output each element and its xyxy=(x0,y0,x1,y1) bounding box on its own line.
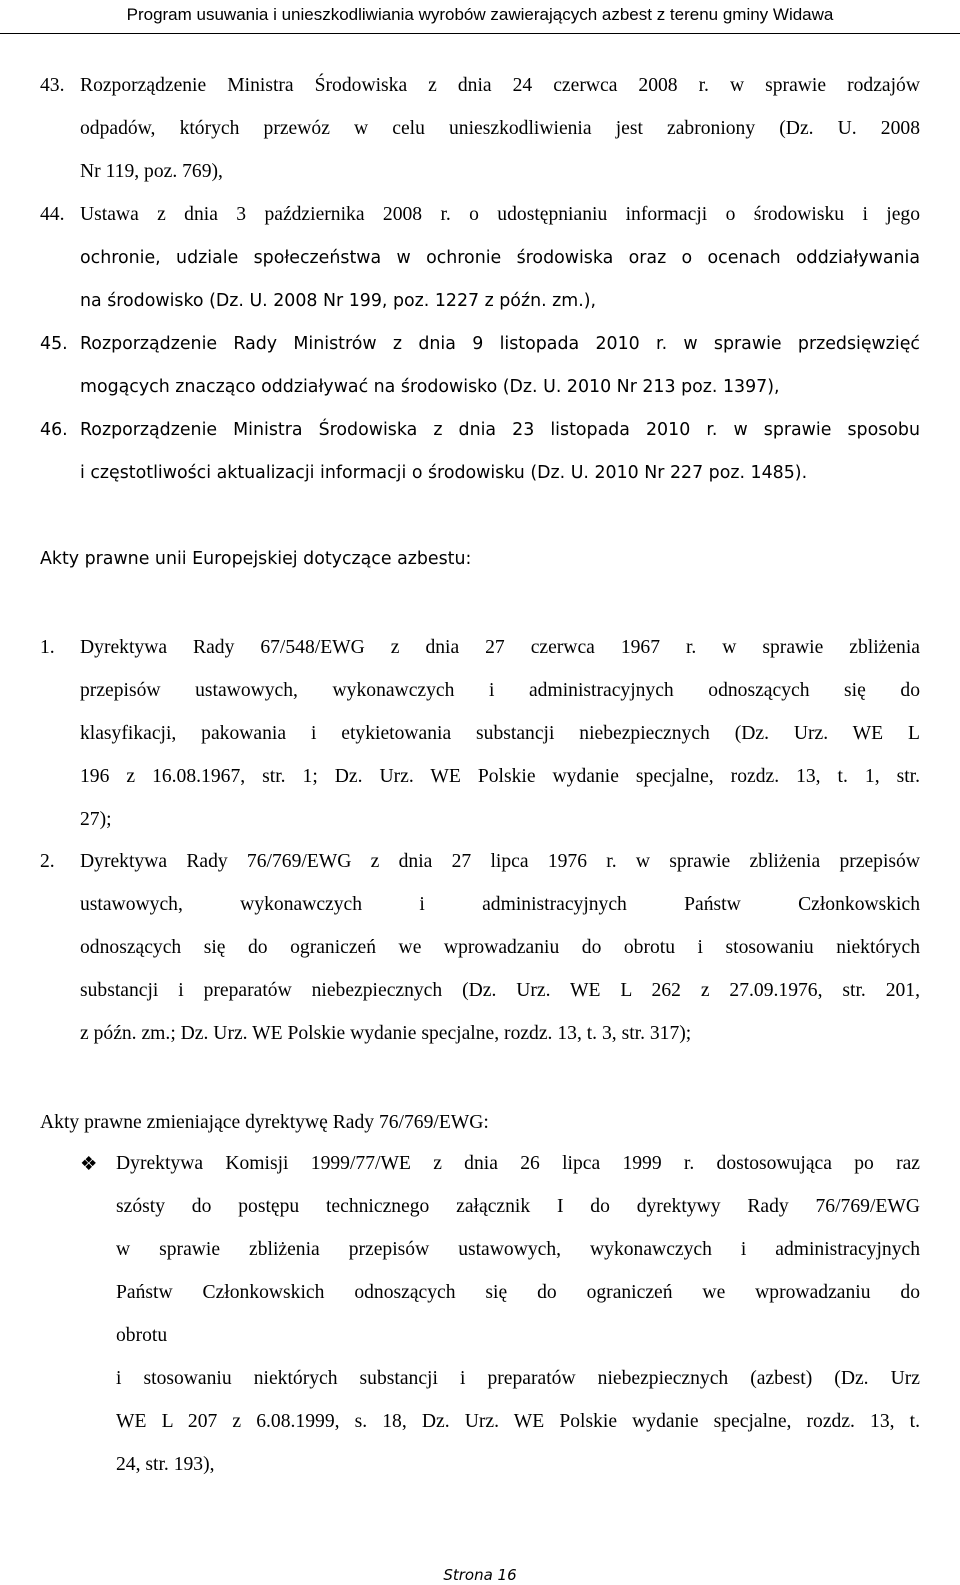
section-heading-amendments: Akty prawne zmieniające dyrektywę Rady 76/769/EWG: xyxy=(40,1112,489,1133)
eu-act-item-2 xyxy=(40,840,920,1055)
item-line: przepisów ustawowych, wykonawczych i administracyjnych odnoszących się do xyxy=(80,679,920,701)
item-line: Dyrektywa Komisji 1999/77/WE z dnia 26 lipca 1999 r. dostosowująca po raz xyxy=(116,1152,920,1174)
item-line: w sprawie zbliżenia przepisów ustawowych, wykonawczych i administracyjnych xyxy=(116,1238,920,1260)
item-line: Rozporządzenie Ministra Środowiska z dnia 24 czerwca 2008 r. w sprawie rodzajów xyxy=(80,74,920,96)
item-line: 27); xyxy=(80,808,112,830)
legal-act-item-44 xyxy=(40,193,920,322)
legal-act-item-43 xyxy=(40,64,920,193)
legal-act-item-45 xyxy=(40,322,920,408)
item-number: 1. xyxy=(40,636,55,658)
eu-act-item-1 xyxy=(40,626,920,841)
item-line: ustawowych, wykonawczych i administracyjnych Państw Członkowskich xyxy=(80,893,920,915)
item-line: Nr 119, poz. 769), xyxy=(80,160,223,182)
item-line: na środowisko (Dz. U. 2008 Nr 199, poz. 1227 z późn. zm.), xyxy=(80,290,597,311)
item-line: klasyfikacji, pakowania i etykietowania substancji niebezpiecznych (Dz. Urz. WE L xyxy=(80,722,920,744)
item-line: i częstotliwości aktualizacji informacji o środowisku (Dz. U. 2010 Nr 227 poz. 1485). xyxy=(80,462,808,483)
item-line: Państw Członkowskich odnoszących się do ograniczeń we wprowadzaniu do xyxy=(116,1281,920,1303)
amending-act-item xyxy=(80,1142,920,1486)
item-line: Rozporządzenie Ministra Środowiska z dnia 23 listopada 2010 r. w sprawie sposobu xyxy=(80,419,920,440)
item-number: 44. xyxy=(40,203,65,225)
item-line: Ustawa z dnia 3 października 2008 r. o udostępnianiu informacji o środowisku i jego xyxy=(80,203,920,225)
item-line: 196 z 16.08.1967, str. 1; Dz. Urz. WE Polskie wydanie specjalne, rozdz. 13, t. 1, str. xyxy=(80,765,920,787)
item-line: obrotu xyxy=(116,1324,168,1346)
item-line: 24, str. 193), xyxy=(116,1453,215,1475)
item-line: Dyrektywa Rady 67/548/EWG z dnia 27 czerwca 1967 r. w sprawie zbliżenia xyxy=(80,636,920,658)
item-line: odpadów, których przewóz w celu unieszkodliwienia jest zabroniony (Dz. U. 2008 xyxy=(80,117,920,139)
item-line: i stosowaniu niektórych substancji i preparatów niebezpiecznych (azbest) (Dz. Urz xyxy=(116,1367,920,1389)
item-line: Rozporządzenie Rady Ministrów z dnia 9 listopada 2010 r. w sprawie przedsięwzięć xyxy=(80,333,920,354)
item-line: odnoszących się do ograniczeń we wprowadzaniu do obrotu i stosowaniu niektórych xyxy=(80,936,920,958)
page-header: Program usuwania i unieszkodliwiania wyrobów zawierających azbest z terenu gminy Widawa xyxy=(0,0,960,34)
item-number: 45. xyxy=(40,333,68,354)
diamond-bullet-icon: ❖ xyxy=(80,1153,98,1175)
page-number: Strona 16 xyxy=(443,1566,517,1584)
item-line: substancji i preparatów niebezpiecznych (Dz. Urz. WE L 262 z 27.09.1976, str. 201, xyxy=(80,979,920,1001)
item-line: mogących znacząco oddziaływać na środowisko (Dz. U. 2010 Nr 213 poz. 1397), xyxy=(80,376,780,397)
legal-act-item-46 xyxy=(40,408,920,494)
item-number: 46. xyxy=(40,419,68,440)
item-number: 43. xyxy=(40,74,65,96)
item-number: 2. xyxy=(40,850,55,872)
item-line: szósty do postępu technicznego załącznik I do dyrektywy Rady 76/769/EWG xyxy=(116,1195,920,1217)
section-heading-eu: Akty prawne unii Europejskiej dotyczące azbestu: xyxy=(40,549,472,569)
item-line: Dyrektywa Rady 76/769/EWG z dnia 27 lipca 1976 r. w sprawie zbliżenia przepisów xyxy=(80,850,920,872)
item-line: z późn. zm.; Dz. Urz. WE Polskie wydanie specjalne, rozdz. 13, t. 3, str. 317); xyxy=(80,1022,692,1044)
item-line: ochronie, udziale społeczeństwa w ochronie środowiska oraz o ocenach oddziaływania xyxy=(80,247,920,268)
item-line: WE L 207 z 6.08.1999, s. 18, Dz. Urz. WE Polskie wydanie specjalne, rozdz. 13, t. xyxy=(116,1410,920,1432)
